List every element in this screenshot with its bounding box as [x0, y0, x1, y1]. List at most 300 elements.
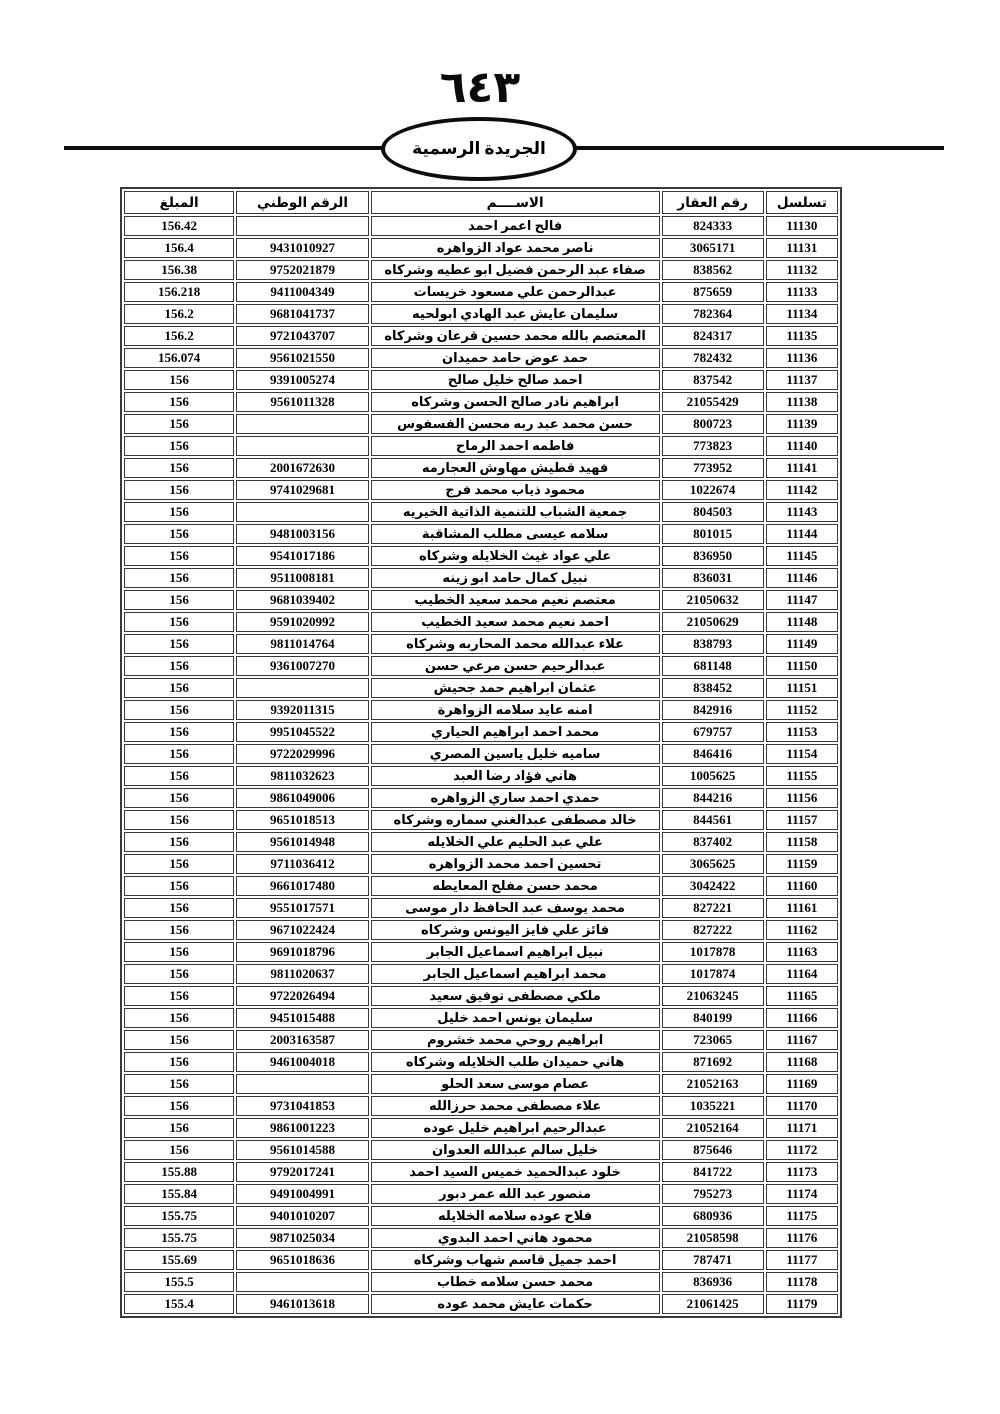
cell-national-number	[236, 1074, 368, 1094]
cell-name: فالح اعمر احمد	[371, 216, 660, 236]
cell-national-number: 9722026494	[236, 986, 368, 1006]
cell-name: محمد حسن سلامه خطاب	[371, 1272, 660, 1292]
header-national-number: الرقم الوطني	[236, 191, 368, 214]
table-row	[124, 700, 838, 720]
cell-amount: 156	[124, 458, 234, 478]
cell-name: احمد جميل قاسم شهاب وشركاه	[371, 1250, 660, 1270]
cell-national-number: 9591020992	[236, 612, 368, 632]
cell-national-number: 9871025034	[236, 1228, 368, 1248]
cell-national-number: 9461004018	[236, 1052, 368, 1072]
cell-property-number: 836031	[662, 568, 764, 588]
cell-national-number: 9792017241	[236, 1162, 368, 1182]
cell-national-number: 9361007270	[236, 656, 368, 676]
cell-serial: 11137	[766, 370, 838, 390]
table-row	[124, 458, 838, 478]
table-row	[124, 1052, 838, 1072]
cell-amount: 155.4	[124, 1294, 234, 1314]
cell-amount: 156	[124, 920, 234, 940]
cell-national-number: 9481003156	[236, 524, 368, 544]
cell-name: خليل سالم عبدالله العدوان	[371, 1140, 660, 1160]
cell-property-number: 773952	[662, 458, 764, 478]
cell-serial: 11160	[766, 876, 838, 896]
cell-amount: 155.75	[124, 1206, 234, 1226]
cell-national-number: 9491004991	[236, 1184, 368, 1204]
cell-amount: 156	[124, 1074, 234, 1094]
cell-property-number: 844561	[662, 810, 764, 830]
cell-serial: 11157	[766, 810, 838, 830]
cell-national-number: 9691018796	[236, 942, 368, 962]
cell-serial: 11130	[766, 216, 838, 236]
cell-amount: 156.074	[124, 348, 234, 368]
table-row	[124, 524, 838, 544]
cell-serial: 11150	[766, 656, 838, 676]
cell-serial: 11136	[766, 348, 838, 368]
cell-name: حسن محمد عبد ربه محسن الفسفوس	[371, 414, 660, 434]
cell-amount: 156	[124, 502, 234, 522]
cell-national-number: 2003163587	[236, 1030, 368, 1050]
header-name: الاســــم	[371, 191, 660, 214]
cell-national-number: 9461013618	[236, 1294, 368, 1314]
cell-national-number	[236, 502, 368, 522]
cell-national-number: 9541017186	[236, 546, 368, 566]
table-row	[124, 260, 838, 280]
cell-amount: 156	[124, 1140, 234, 1160]
cell-serial: 11145	[766, 546, 838, 566]
cell-property-number: 800723	[662, 414, 764, 434]
cell-serial: 11163	[766, 942, 838, 962]
cell-serial: 11168	[766, 1052, 838, 1072]
cell-property-number: 21058598	[662, 1228, 764, 1248]
cell-serial: 11149	[766, 634, 838, 654]
cell-name: حمد عوض حامد حميدان	[371, 348, 660, 368]
cell-serial: 11173	[766, 1162, 838, 1182]
cell-name: ناصر محمد عواد الزواهره	[371, 238, 660, 258]
cell-amount: 156.42	[124, 216, 234, 236]
cell-amount: 156	[124, 854, 234, 874]
cell-serial: 11169	[766, 1074, 838, 1094]
cell-name: معتصم نعيم محمد سعيد الخطيب	[371, 590, 660, 610]
cell-amount: 156	[124, 1030, 234, 1050]
cell-national-number: 9861049006	[236, 788, 368, 808]
cell-amount: 156	[124, 1118, 234, 1138]
cell-name: فهيد قطيش مهاوش العجارمه	[371, 458, 660, 478]
cell-amount: 156	[124, 370, 234, 390]
cell-property-number: 871692	[662, 1052, 764, 1072]
cell-national-number	[236, 414, 368, 434]
cell-property-number: 842916	[662, 700, 764, 720]
cell-property-number: 21061425	[662, 1294, 764, 1314]
cell-property-number: 21052164	[662, 1118, 764, 1138]
cell-property-number: 21063245	[662, 986, 764, 1006]
cell-amount: 156	[124, 634, 234, 654]
table-row	[124, 766, 838, 786]
cell-serial: 11141	[766, 458, 838, 478]
cell-serial: 11135	[766, 326, 838, 346]
cell-serial: 11167	[766, 1030, 838, 1050]
cell-amount: 156.2	[124, 326, 234, 346]
table-row	[124, 1206, 838, 1226]
cell-amount: 156	[124, 392, 234, 412]
cell-property-number: 21052163	[662, 1074, 764, 1094]
table-row	[124, 1074, 838, 1094]
cell-serial: 11162	[766, 920, 838, 940]
cell-name: محمد يوسف عبد الحافظ دار موسى	[371, 898, 660, 918]
cell-property-number: 840199	[662, 1008, 764, 1028]
cell-national-number: 9711036412	[236, 854, 368, 874]
cell-amount: 156	[124, 832, 234, 852]
cell-serial: 11175	[766, 1206, 838, 1226]
cell-serial: 11143	[766, 502, 838, 522]
cell-name: حمدي احمد ساري الزواهره	[371, 788, 660, 808]
cell-property-number: 836950	[662, 546, 764, 566]
cell-serial: 11179	[766, 1294, 838, 1314]
cell-amount: 156	[124, 722, 234, 742]
table-row	[124, 238, 838, 258]
cell-serial: 11142	[766, 480, 838, 500]
cell-property-number: 824333	[662, 216, 764, 236]
table-row	[124, 1228, 838, 1248]
cell-national-number: 9681041737	[236, 304, 368, 324]
header-serial: تسلسل	[766, 191, 838, 214]
cell-property-number: 846416	[662, 744, 764, 764]
cell-property-number: 21055429	[662, 392, 764, 412]
cell-name: علاء مصطفى محمد حرزالله	[371, 1096, 660, 1116]
cell-national-number: 9861001223	[236, 1118, 368, 1138]
cell-serial: 11133	[766, 282, 838, 302]
cell-name: حكمات عايش محمد عوده	[371, 1294, 660, 1314]
cell-name: امنه عايد سلامه الزواهرة	[371, 700, 660, 720]
cell-national-number: 9811020637	[236, 964, 368, 984]
cell-serial: 11166	[766, 1008, 838, 1028]
table-row	[124, 810, 838, 830]
cell-national-number: 9401010207	[236, 1206, 368, 1226]
cell-national-number: 2001672630	[236, 458, 368, 478]
cell-amount: 156	[124, 788, 234, 808]
cell-property-number: 3065171	[662, 238, 764, 258]
cell-national-number	[236, 216, 368, 236]
cell-name: محمود ذياب محمد فرج	[371, 480, 660, 500]
cell-amount: 156	[124, 810, 234, 830]
cell-name: المعتصم بالله محمد حسين قرعان وشركاه	[371, 326, 660, 346]
cell-amount: 156	[124, 1096, 234, 1116]
cell-name: عبدالرحيم ابراهيم خليل عوده	[371, 1118, 660, 1138]
table-row	[124, 964, 838, 984]
cell-name: خالد مصطفى عبدالغني سماره وشركاه	[371, 810, 660, 830]
cell-name: محمد ابراهيم اسماعيل الجابر	[371, 964, 660, 984]
table-row	[124, 1250, 838, 1270]
table-row	[124, 1294, 838, 1314]
table-row	[124, 392, 838, 412]
cell-national-number: 9811032623	[236, 766, 368, 786]
cell-serial: 11158	[766, 832, 838, 852]
cell-amount: 156	[124, 964, 234, 984]
cell-serial: 11176	[766, 1228, 838, 1248]
cell-property-number: 844216	[662, 788, 764, 808]
table-row	[124, 546, 838, 566]
cell-amount: 155.88	[124, 1162, 234, 1182]
table-row	[124, 304, 838, 324]
cell-name: فائز علي فايز اليونس وشركاه	[371, 920, 660, 940]
table-row	[124, 634, 838, 654]
cell-serial: 11177	[766, 1250, 838, 1270]
table-row	[124, 590, 838, 610]
cell-property-number: 801015	[662, 524, 764, 544]
cell-amount: 156	[124, 568, 234, 588]
cell-serial: 11139	[766, 414, 838, 434]
cell-amount: 156	[124, 1052, 234, 1072]
cell-amount: 156.4	[124, 238, 234, 258]
cell-name: عصام موسى سعد الحلو	[371, 1074, 660, 1094]
cell-property-number: 1022674	[662, 480, 764, 500]
cell-property-number: 838793	[662, 634, 764, 654]
header-property-number: رقم العقار	[662, 191, 764, 214]
cell-serial: 11152	[766, 700, 838, 720]
cell-national-number	[236, 678, 368, 698]
table-row	[124, 414, 838, 434]
cell-national-number: 9551017571	[236, 898, 368, 918]
cell-property-number: 827222	[662, 920, 764, 940]
cell-name: علاء عبدالله محمد المحاربه وشركاه	[371, 634, 660, 654]
cell-national-number: 9651018636	[236, 1250, 368, 1270]
cell-amount: 156	[124, 898, 234, 918]
cell-property-number: 782364	[662, 304, 764, 324]
cell-national-number: 9392011315	[236, 700, 368, 720]
cell-amount: 156.38	[124, 260, 234, 280]
cell-property-number: 679757	[662, 722, 764, 742]
cell-serial: 11172	[766, 1140, 838, 1160]
cell-name: عبدالرحمن علي مسعود خريسات	[371, 282, 660, 302]
cell-name: هاني فؤاد رضا العبد	[371, 766, 660, 786]
cell-serial: 11140	[766, 436, 838, 456]
cell-name: علي عبد الحليم علي الخلايله	[371, 832, 660, 852]
cell-serial: 11170	[766, 1096, 838, 1116]
cell-national-number: 9561014948	[236, 832, 368, 852]
table-row	[124, 788, 838, 808]
cell-name: محمد حسن مفلح المعايطه	[371, 876, 660, 896]
cell-amount: 156	[124, 942, 234, 962]
cell-name: علي عواد غيث الخلايله وشركاه	[371, 546, 660, 566]
cell-name: سلامه عيسى مطلب المشاقبة	[371, 524, 660, 544]
cell-property-number: 782432	[662, 348, 764, 368]
cell-serial: 11174	[766, 1184, 838, 1204]
cell-national-number: 9731041853	[236, 1096, 368, 1116]
cell-name: سليمان يونس احمد خليل	[371, 1008, 660, 1028]
cell-national-number: 9741029681	[236, 480, 368, 500]
cell-serial: 11155	[766, 766, 838, 786]
cell-national-number: 9561014588	[236, 1140, 368, 1160]
cell-name: ابراهيم روحي محمد خشروم	[371, 1030, 660, 1050]
table-row	[124, 1030, 838, 1050]
cell-amount: 156	[124, 546, 234, 566]
table-row	[124, 876, 838, 896]
cell-property-number: 21050632	[662, 590, 764, 610]
cell-national-number: 9661017480	[236, 876, 368, 896]
cell-property-number: 824317	[662, 326, 764, 346]
table-row	[124, 326, 838, 346]
table-row	[124, 282, 838, 302]
records-table	[122, 189, 840, 1316]
cell-name: ملكي مصطفى توفيق سعيد	[371, 986, 660, 1006]
cell-property-number: 723065	[662, 1030, 764, 1050]
cell-national-number: 9561011328	[236, 392, 368, 412]
cell-property-number: 21050629	[662, 612, 764, 632]
cell-name: محمد احمد ابراهيم الحياري	[371, 722, 660, 742]
cell-national-number: 9391005274	[236, 370, 368, 390]
cell-national-number	[236, 1272, 368, 1292]
cell-property-number: 680936	[662, 1206, 764, 1226]
cell-serial: 11134	[766, 304, 838, 324]
table-row	[124, 898, 838, 918]
cell-amount: 156	[124, 678, 234, 698]
cell-serial: 11159	[766, 854, 838, 874]
cell-property-number: 1017874	[662, 964, 764, 984]
cell-serial: 11151	[766, 678, 838, 698]
cell-property-number: 837542	[662, 370, 764, 390]
cell-serial: 11146	[766, 568, 838, 588]
cell-serial: 11132	[766, 260, 838, 280]
table-row	[124, 480, 838, 500]
cell-property-number: 3065625	[662, 854, 764, 874]
table-row	[124, 920, 838, 940]
cell-amount: 156	[124, 1008, 234, 1028]
cell-name: فاطمه احمد الرماح	[371, 436, 660, 456]
cell-name: تحسين احمد محمد الزواهره	[371, 854, 660, 874]
table-row	[124, 1140, 838, 1160]
table-row	[124, 370, 838, 390]
table-row	[124, 1272, 838, 1292]
cell-name: احمد صالح خليل صالح	[371, 370, 660, 390]
cell-national-number: 9651018513	[236, 810, 368, 830]
cell-national-number: 9451015488	[236, 1008, 368, 1028]
table-row	[124, 722, 838, 742]
cell-amount: 155.84	[124, 1184, 234, 1204]
cell-name: فلاح عوده سلامه الخلايله	[371, 1206, 660, 1226]
table-row	[124, 502, 838, 522]
cell-property-number: 787471	[662, 1250, 764, 1270]
cell-national-number: 9722029996	[236, 744, 368, 764]
table-header-row	[124, 191, 838, 214]
cell-amount: 156	[124, 436, 234, 456]
cell-national-number: 9561021550	[236, 348, 368, 368]
cell-serial: 11178	[766, 1272, 838, 1292]
table-row	[124, 986, 838, 1006]
cell-name: نبيل ابراهيم اسماعيل الجابر	[371, 942, 660, 962]
cell-amount: 156	[124, 480, 234, 500]
cell-serial: 11171	[766, 1118, 838, 1138]
cell-property-number: 804503	[662, 502, 764, 522]
cell-name: ابراهيم نادر صالح الحسن وشركاه	[371, 392, 660, 412]
cell-serial: 11156	[766, 788, 838, 808]
cell-property-number: 837402	[662, 832, 764, 852]
cell-national-number: 9951045522	[236, 722, 368, 742]
table-row	[124, 1008, 838, 1028]
cell-property-number: 838562	[662, 260, 764, 280]
table-row	[124, 942, 838, 962]
cell-property-number: 827221	[662, 898, 764, 918]
cell-property-number: 836936	[662, 1272, 764, 1292]
cell-amount: 156	[124, 700, 234, 720]
cell-amount: 156	[124, 524, 234, 544]
cell-property-number: 1017878	[662, 942, 764, 962]
cell-amount: 156	[124, 766, 234, 786]
cell-serial: 11165	[766, 986, 838, 1006]
cell-serial: 11138	[766, 392, 838, 412]
table-row	[124, 656, 838, 676]
cell-amount: 156	[124, 986, 234, 1006]
gazette-banner-ellipse	[381, 117, 577, 181]
cell-amount: 155.5	[124, 1272, 234, 1292]
cell-property-number: 3042422	[662, 876, 764, 896]
cell-amount: 156	[124, 744, 234, 764]
cell-amount: 156	[124, 876, 234, 896]
cell-amount: 155.69	[124, 1250, 234, 1270]
cell-name: منصور عبد الله عمر دبور	[371, 1184, 660, 1204]
cell-property-number: 795273	[662, 1184, 764, 1204]
table-row	[124, 216, 838, 236]
cell-name: هاني حميدان طلب الخلايله وشركاه	[371, 1052, 660, 1072]
cell-serial: 11131	[766, 238, 838, 258]
cell-serial: 11164	[766, 964, 838, 984]
table-row	[124, 744, 838, 764]
table-row	[124, 436, 838, 456]
cell-name: خلود عبدالحميد خميس السيد احمد	[371, 1162, 660, 1182]
cell-amount: 156	[124, 656, 234, 676]
cell-amount: 156.218	[124, 282, 234, 302]
cell-national-number: 9671022424	[236, 920, 368, 940]
cell-property-number: 1005625	[662, 766, 764, 786]
cell-serial: 11148	[766, 612, 838, 632]
cell-national-number: 9511008181	[236, 568, 368, 588]
cell-name: جمعية الشباب للتنمية الذاتية الخيريه	[371, 502, 660, 522]
table-row	[124, 348, 838, 368]
cell-name: صفاء عبد الرحمن فضيل ابو عطيه وشركاه	[371, 260, 660, 280]
cell-name: نبيل كمال حامد ابو زينه	[371, 568, 660, 588]
cell-property-number: 838452	[662, 678, 764, 698]
cell-national-number: 9431010927	[236, 238, 368, 258]
cell-serial: 11161	[766, 898, 838, 918]
cell-national-number: 9681039402	[236, 590, 368, 610]
cell-national-number	[236, 436, 368, 456]
page-number: ٦٤٣	[439, 63, 521, 112]
cell-amount: 156	[124, 590, 234, 610]
cell-amount: 156.2	[124, 304, 234, 324]
table-row	[124, 568, 838, 588]
cell-serial: 11153	[766, 722, 838, 742]
cell-national-number: 9721043707	[236, 326, 368, 346]
table-row	[124, 832, 838, 852]
table-body	[124, 216, 838, 1314]
table-row	[124, 1184, 838, 1204]
cell-serial: 11147	[766, 590, 838, 610]
cell-property-number: 841722	[662, 1162, 764, 1182]
cell-amount: 155.75	[124, 1228, 234, 1248]
cell-name: احمد نعيم محمد سعيد الخطيب	[371, 612, 660, 632]
header-amount: المبلغ	[124, 191, 234, 214]
cell-serial: 11154	[766, 744, 838, 764]
cell-property-number: 681148	[662, 656, 764, 676]
cell-property-number: 875646	[662, 1140, 764, 1160]
cell-amount: 156	[124, 612, 234, 632]
table-row	[124, 612, 838, 632]
cell-amount: 156	[124, 414, 234, 434]
cell-name: سليمان عايش عبد الهادي ابولحيه	[371, 304, 660, 324]
table-row	[124, 1118, 838, 1138]
cell-name: عبدالرحيم حسن مرعي حسن	[371, 656, 660, 676]
table-row	[124, 1162, 838, 1182]
gazette-table	[120, 187, 842, 1318]
cell-national-number: 9411004349	[236, 282, 368, 302]
cell-name: محمود هاني احمد البدوي	[371, 1228, 660, 1248]
